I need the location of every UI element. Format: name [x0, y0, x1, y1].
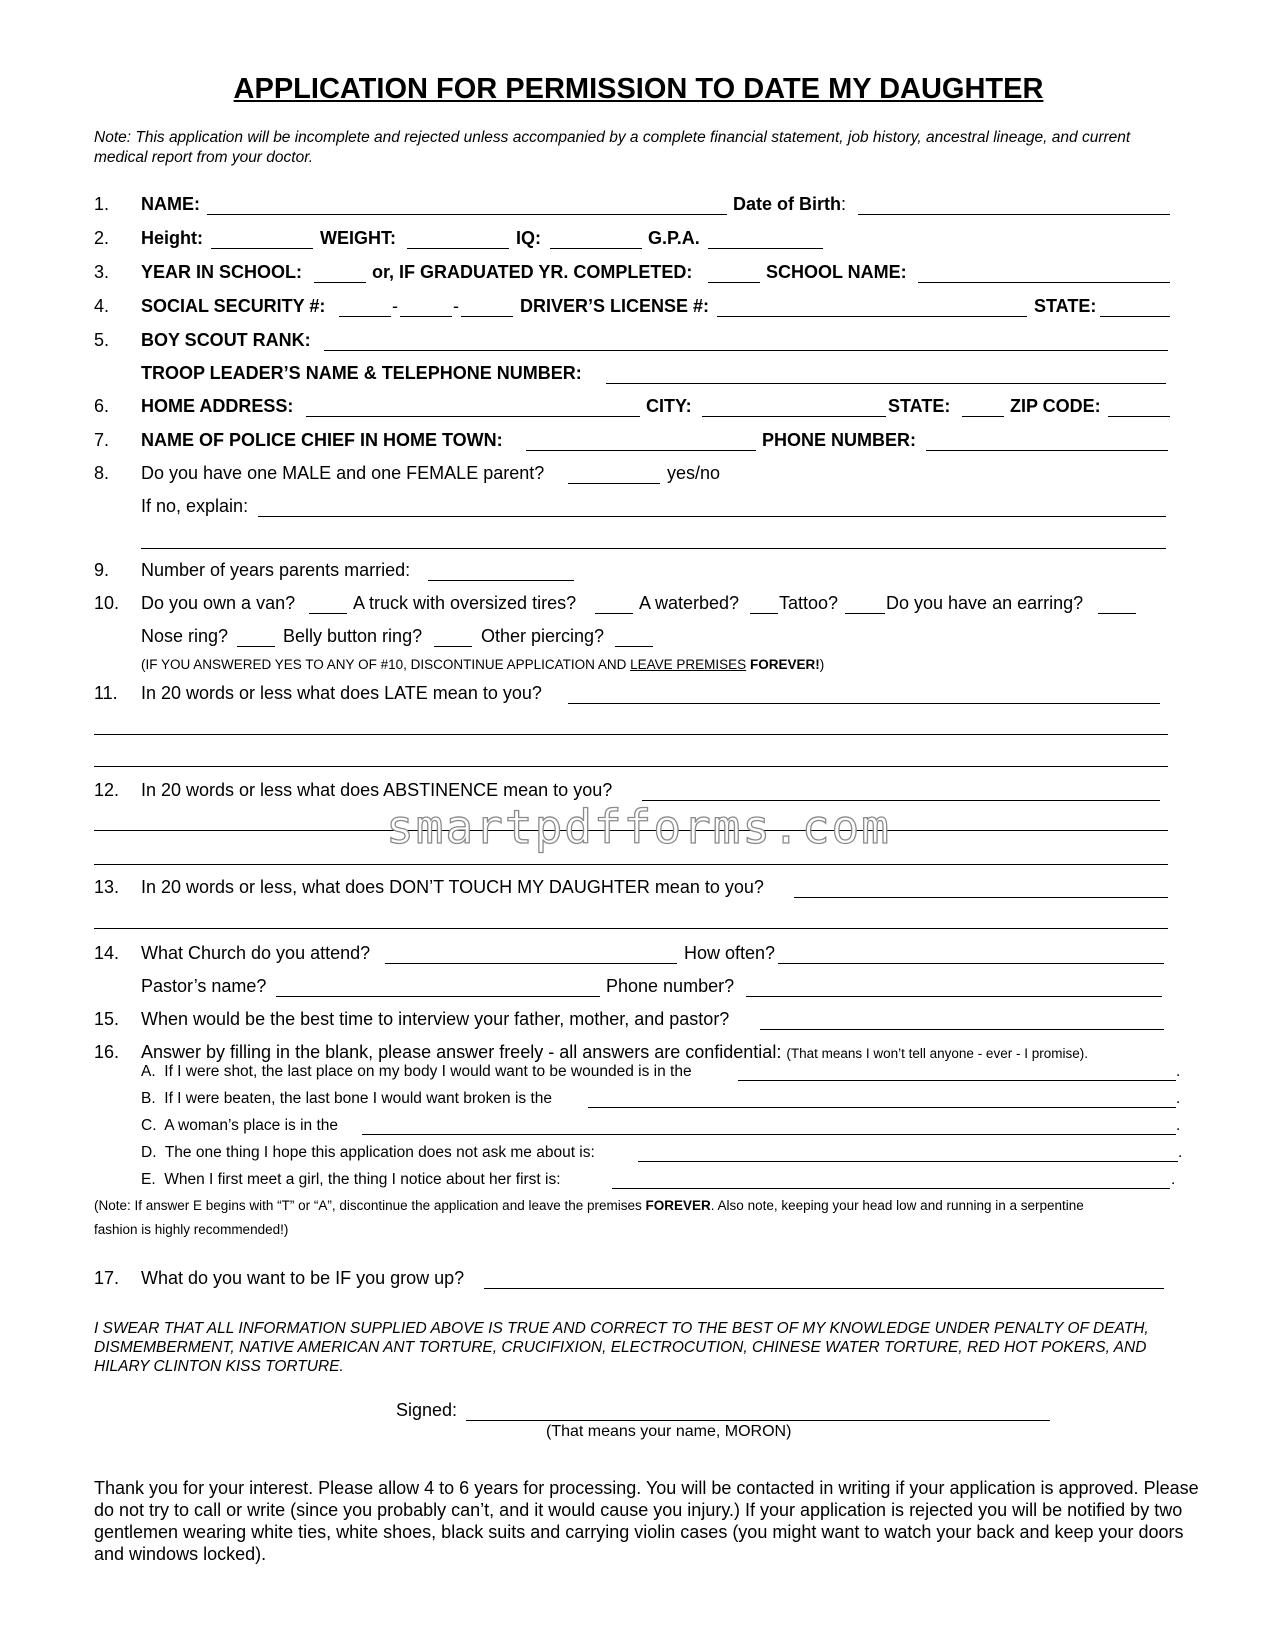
abstinence-question: In 20 words or less what does ABSTINENCE mean to you?	[141, 780, 613, 800]
q16-number: 16.	[94, 1042, 120, 1062]
q16-item-e-field[interactable]	[612, 1188, 1170, 1189]
q16-item-b-field[interactable]	[588, 1107, 1176, 1108]
truck-question: A truck with oversized tires?	[353, 593, 577, 613]
explain-label: If no, explain:	[141, 496, 249, 516]
pastor-phone-question: Phone number?	[606, 976, 735, 996]
period: .	[1171, 1171, 1176, 1188]
pastor-name-field[interactable]	[276, 996, 600, 997]
grow-up-question: What do you want to be IF you grow up?	[141, 1268, 465, 1288]
pastor-phone-field[interactable]	[746, 996, 1162, 997]
license-label: DRIVER’S LICENSE #:	[520, 296, 710, 316]
ssn-part-1[interactable]	[339, 316, 391, 317]
q10-number: 10.	[94, 593, 120, 613]
ssn-dash: -	[453, 296, 459, 316]
dont-touch-field-line-2[interactable]	[94, 928, 1168, 929]
watermark: smartpdfforms.com	[386, 800, 891, 854]
state-field[interactable]	[962, 416, 1004, 417]
period: .	[1176, 1090, 1181, 1107]
scout-rank-field[interactable]	[324, 350, 1168, 351]
q9-number: 9.	[94, 560, 110, 580]
police-chief-field[interactable]	[526, 450, 756, 451]
explain-field-line-2[interactable]	[141, 548, 1166, 549]
police-chief-label: NAME OF POLICE CHIEF IN HOME TOWN:	[141, 430, 503, 450]
oath-statement: I SWEAR THAT ALL INFORMATION SUPPLIED ABOVE IS TRUE AND CORRECT TO THE BEST OF MY KNOWLEDGE UNDER PENALTY OF DEATH, DISMEMBERMENT, NATIVE AMERICAN ANT TORTURE, CRUCIFIXION, ELECTROCUTION, CHINESE WATER TORTURE, RED HOT POKERS, AND HILARY CLINTON KISS TORTURE.	[94, 1320, 1149, 1375]
q6-number: 6.	[94, 396, 110, 416]
church-field[interactable]	[385, 963, 677, 964]
state-label: STATE:	[888, 396, 951, 416]
city-label: CITY:	[646, 396, 692, 416]
q3-number: 3.	[94, 262, 110, 282]
ssn-label: SOCIAL SECURITY #:	[141, 296, 326, 316]
q2-number: 2.	[94, 228, 110, 248]
q17-number: 17.	[94, 1268, 120, 1288]
dob-label: Date of Birth:	[733, 194, 847, 214]
intro-note: Note: This application will be incomplete and rejected unless accompanied by a complete financial statement, job history, ancestral lineage, and current medical report from your doctor.	[94, 129, 1131, 166]
graduated-label: or, IF GRADUATED YR. COMPLETED:	[372, 262, 693, 282]
period: .	[1178, 1144, 1183, 1161]
other-piercing-field[interactable]	[615, 646, 653, 647]
height-field[interactable]	[211, 248, 313, 249]
weight-label: WEIGHT:	[320, 228, 396, 248]
van-question: Do you own a van?	[141, 593, 296, 613]
waterbed-question: A waterbed?	[639, 593, 740, 613]
yes-no-label: yes/no	[667, 463, 721, 483]
year-label: YEAR IN SCHOOL:	[141, 262, 303, 282]
q11-number: 11.	[94, 683, 118, 703]
dont-touch-question: In 20 words or less, what does DON’T TOUCH MY DAUGHTER mean to you?	[141, 877, 764, 897]
license-state-field[interactable]	[1100, 316, 1170, 317]
q10-warning: (IF YOU ANSWERED YES TO ANY OF #10, DISCONTINUE APPLICATION AND LEAVE PREMISES FOREVER!)	[141, 657, 825, 672]
late-question: In 20 words or less what does LATE mean to you?	[141, 683, 542, 703]
iq-field[interactable]	[550, 248, 642, 249]
q5-number: 5.	[94, 330, 110, 350]
license-field[interactable]	[717, 316, 1027, 317]
q1-number: 1.	[94, 194, 110, 214]
years-married-question: Number of years parents married:	[141, 560, 411, 580]
ssn-part-2[interactable]	[400, 316, 452, 317]
belly-ring-question: Belly button ring?	[283, 626, 423, 646]
iq-label: IQ:	[516, 228, 541, 248]
nose-ring-field[interactable]	[237, 646, 275, 647]
name-field[interactable]	[207, 214, 727, 215]
abstinence-field-line-3[interactable]	[94, 864, 1168, 865]
church-question: What Church do you attend?	[141, 943, 371, 963]
q13-number: 13.	[94, 877, 120, 897]
police-phone-field[interactable]	[926, 450, 1168, 451]
city-field[interactable]	[702, 416, 886, 417]
q16-note-line-2: fashion is highly recommended!)	[94, 1222, 289, 1237]
period: .	[1176, 1063, 1181, 1080]
signed-label: Signed:	[396, 1400, 458, 1420]
late-field[interactable]	[568, 703, 1160, 704]
school-field[interactable]	[918, 282, 1170, 283]
name-label: NAME:	[141, 194, 200, 214]
gpa-field[interactable]	[708, 248, 823, 249]
q16-item-e: E. When I first meet a girl, the thing I notice about her first is:	[141, 1171, 561, 1188]
how-often-question: How often?	[684, 943, 776, 963]
years-married-field[interactable]	[428, 580, 574, 581]
troop-leader-label: TROOP LEADER’S NAME & TELEPHONE NUMBER:	[141, 363, 582, 383]
pastor-name-question: Pastor’s name?	[141, 976, 267, 996]
earring-field[interactable]	[1098, 613, 1136, 614]
tattoo-field[interactable]	[845, 613, 885, 614]
address-field[interactable]	[306, 416, 640, 417]
zip-field[interactable]	[1108, 416, 1170, 417]
q8-number: 8.	[94, 463, 110, 483]
scout-rank-label: BOY SCOUT RANK:	[141, 330, 311, 350]
dont-touch-field[interactable]	[794, 897, 1168, 898]
q15-number: 15.	[94, 1009, 120, 1029]
q7-number: 7.	[94, 430, 110, 450]
q16-item-c: C. A woman’s place is in the	[141, 1117, 339, 1134]
signed-note: (That means your name, MORON)	[546, 1423, 792, 1440]
ssn-dash: -	[392, 296, 398, 316]
graduated-field[interactable]	[708, 282, 760, 283]
van-field[interactable]	[309, 613, 347, 614]
late-field-line-3[interactable]	[94, 766, 1168, 767]
police-phone-label: PHONE NUMBER:	[762, 430, 917, 450]
q16-item-d-field[interactable]	[638, 1161, 1178, 1162]
ssn-part-3[interactable]	[461, 316, 513, 317]
q16-item-b: B. If I were beaten, the last bone I would want broken is the	[141, 1090, 552, 1107]
zip-label: ZIP CODE:	[1010, 396, 1101, 416]
other-piercing-question: Other piercing?	[481, 626, 605, 646]
troop-leader-field[interactable]	[606, 383, 1166, 384]
interview-field[interactable]	[760, 1029, 1164, 1030]
explain-field[interactable]	[258, 516, 1166, 517]
earring-question: Do you have an earring?	[886, 593, 1084, 613]
height-label: Height:	[141, 228, 203, 248]
license-state-label: STATE:	[1034, 296, 1097, 316]
tattoo-question: Tattoo?	[779, 593, 839, 613]
closing-paragraph: Thank you for your interest. Please allow 4 to 6 years for processing. You will be contacted in writing if your application is approved. Please do not try to call or write (since you probably can’t, and it would cause you injury.) If your application is rejected you will be notified by two gentlemen wearing white ties, white shoes, black suits and carrying violin cases (you might want to watch your back and keep your doors and windows locked).	[94, 1478, 1199, 1564]
interview-question: When would be the best time to interview your father, mother, and pastor?	[141, 1009, 730, 1029]
q14-number: 14.	[94, 943, 120, 963]
belly-ring-field[interactable]	[434, 646, 472, 647]
fill-blank-question: Answer by filling in the blank, please answer freely - all answers are confidential: (That means I won’t tell anyone - ever - I promise).	[141, 1042, 1088, 1062]
grow-up-field[interactable]	[484, 1288, 1164, 1289]
school-label: SCHOOL NAME:	[766, 262, 907, 282]
q12-number: 12.	[94, 780, 120, 800]
period: .	[1176, 1117, 1181, 1134]
dob-field[interactable]	[858, 214, 1170, 215]
signature-field[interactable]	[466, 1420, 1050, 1421]
nose-ring-question: Nose ring?	[141, 626, 229, 646]
truck-field[interactable]	[595, 613, 633, 614]
weight-field[interactable]	[407, 248, 509, 249]
gpa-label: G.P.A.	[648, 228, 700, 248]
q4-number: 4.	[94, 296, 110, 316]
parents-question: Do you have one MALE and one FEMALE parent?	[141, 463, 545, 483]
how-often-field[interactable]	[778, 963, 1164, 964]
address-label: HOME ADDRESS:	[141, 396, 294, 416]
form-title: APPLICATION FOR PERMISSION TO DATE MY DAUGHTER	[233, 73, 1044, 105]
late-field-line-2[interactable]	[94, 734, 1168, 735]
year-field[interactable]	[314, 282, 366, 283]
q16-item-c-field[interactable]	[362, 1134, 1176, 1135]
q16-item-a: A. If I were shot, the last place on my body I would want to be wounded is in the	[141, 1063, 692, 1080]
q16-item-a-field[interactable]	[738, 1080, 1176, 1081]
parents-field[interactable]	[568, 483, 660, 484]
q16-note: (Note: If answer E begins with “T” or “A”, discontinue the application and leave the premises FOREVER. Also note, keeping your head low and running in a serpentine	[94, 1198, 1084, 1213]
waterbed-field[interactable]	[750, 613, 778, 614]
q16-item-d: D. The one thing I hope this application does not ask me about is:	[141, 1144, 595, 1161]
